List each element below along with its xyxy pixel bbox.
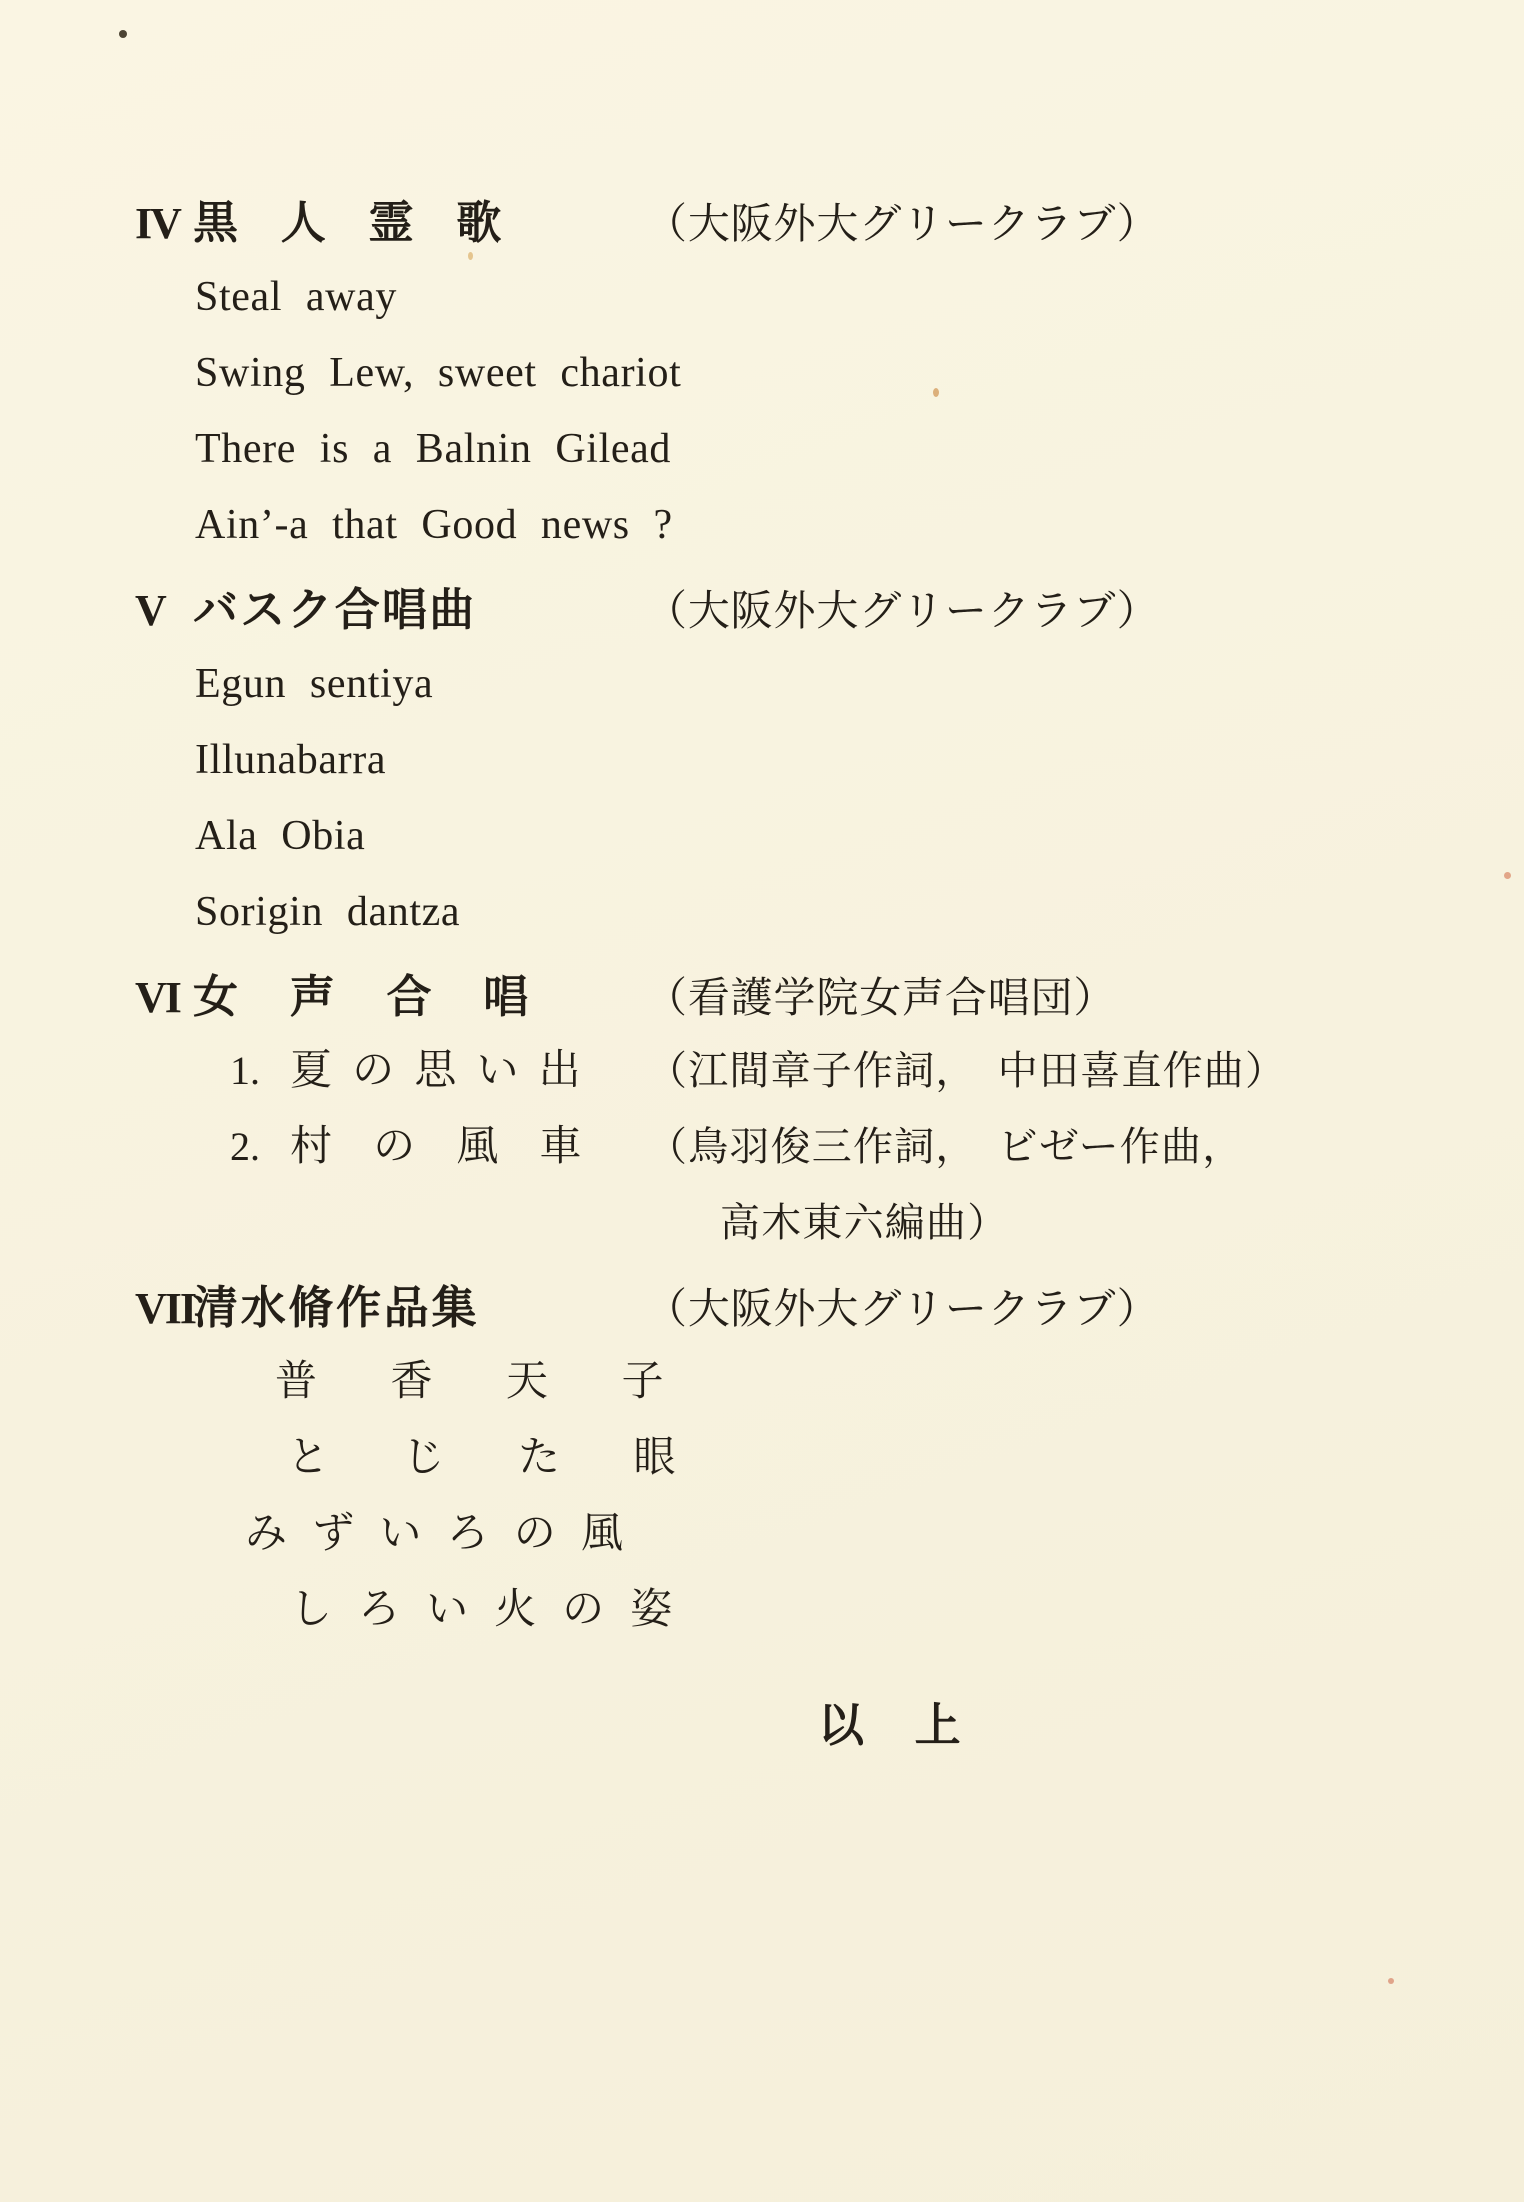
numbered-song (230, 1119, 1464, 1175)
song-list (135, 269, 1464, 553)
song-title: Sorigin dantza (195, 889, 461, 935)
section-affiliation: （大阪外大グリークラブ） (645, 1287, 1160, 1333)
section-heading (135, 186, 1464, 251)
closing-mark: 以 上 (818, 1700, 963, 1751)
section-title: 黒人霊歌 (193, 198, 545, 248)
song-title: Steal away (195, 274, 397, 320)
section-affiliation: （看護学院女声合唱団） (645, 976, 1117, 1022)
section-basque-chorus (135, 573, 1464, 940)
song-credit: （江間章子作詞， 中田喜直作曲） (647, 1048, 1287, 1093)
section-numeral: VII (135, 1284, 196, 1333)
song-number: 1. (230, 1048, 260, 1093)
song-title: 村の風車 (290, 1124, 623, 1170)
section-negro-spirituals (135, 186, 1464, 553)
paper-speck (933, 388, 939, 397)
song-title: みずいろの風 (245, 1511, 649, 1557)
section-affiliation: （大阪外大グリークラブ） (645, 589, 1160, 635)
song-credit-continuation: 高木東六編曲） (720, 1200, 1009, 1245)
song-title: しろい火の姿 (290, 1587, 699, 1633)
section-heading (135, 1271, 1464, 1336)
section-shimizu-works (135, 1271, 1464, 1638)
song-title: There is a Balnin Gilead (195, 426, 672, 472)
song-title: Ala Obia (195, 813, 366, 859)
song-title: 普香天子 (275, 1359, 738, 1405)
section-numeral: VI (135, 973, 180, 1022)
song-title: Swing Lew, sweet chariot (195, 350, 682, 396)
song-credit: （鳥羽俊三作詞， ビゼー作曲， (647, 1124, 1244, 1169)
section-heading (135, 573, 1464, 638)
section-title: 清水脩作品集 (193, 1283, 480, 1333)
paper-speck (1504, 872, 1511, 879)
paper-speck (468, 252, 473, 260)
song-number: 2. (230, 1124, 260, 1169)
song-title: Ain’-a that Good news ? (195, 502, 673, 548)
section-female-chorus (135, 960, 1464, 1251)
section-heading (135, 960, 1464, 1025)
section-title: バスク合唱曲 (193, 585, 477, 635)
song-title: Egun sentiya (195, 661, 434, 707)
song-list (135, 656, 1464, 940)
song-title: 夏の思い出 (290, 1048, 601, 1094)
paper-speck (1388, 1978, 1394, 1984)
section-affiliation: （大阪外大グリークラブ） (645, 202, 1160, 248)
paper-speck (119, 30, 127, 38)
section-title: 女声合唱 (193, 972, 581, 1022)
song-list (135, 1354, 1464, 1638)
numbered-song (230, 1043, 1464, 1099)
section-numeral: IV (135, 199, 180, 248)
song-title: とじた眼 (287, 1435, 750, 1481)
song-title: Illunabarra (195, 737, 387, 783)
section-numeral: V (135, 586, 165, 635)
